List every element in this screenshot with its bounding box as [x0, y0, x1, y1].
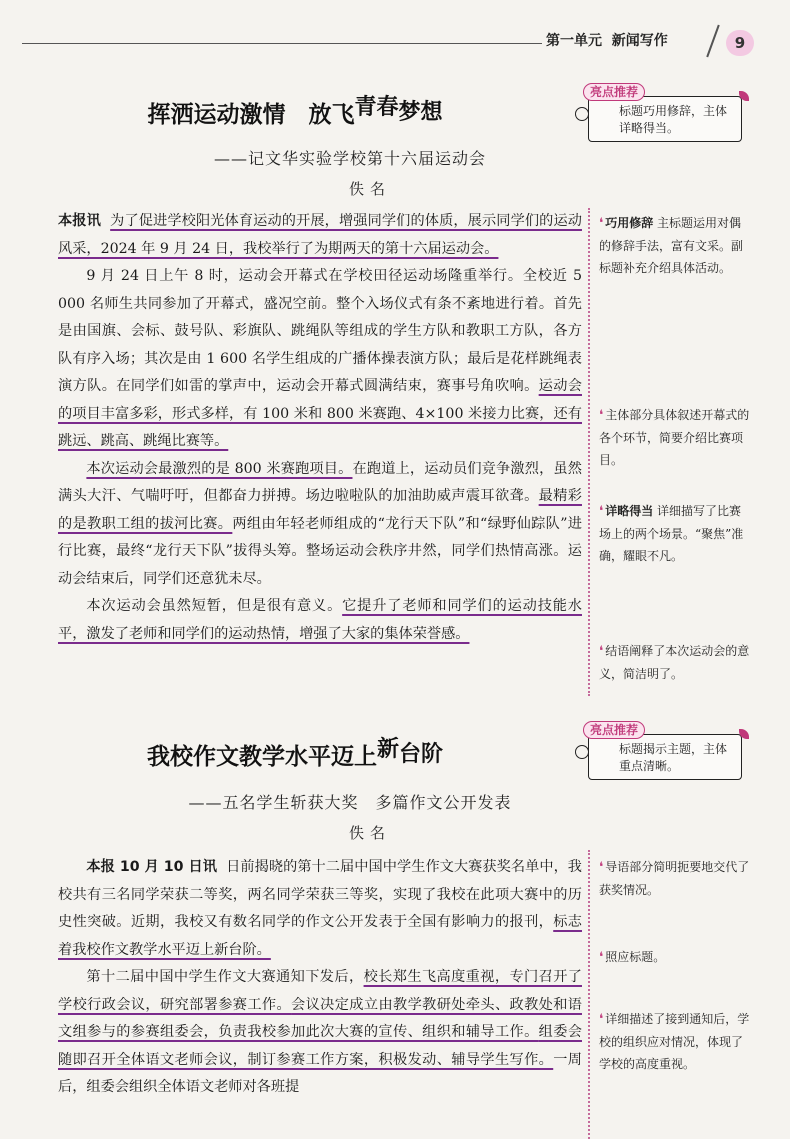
article1-title-main: 挥洒运动激情 放飞 — [147, 102, 355, 128]
side-note-text: 导语部分简明扼要地交代了获奖情况。 — [599, 860, 750, 897]
article1-side-note-4 — [599, 640, 751, 685]
lead-label: 本报 10 月 10 日讯 — [86, 859, 218, 875]
article1-title-art-1: 青春 — [354, 94, 399, 120]
header-slash-decoration — [706, 25, 720, 58]
side-note-text: 主标题运用对偶的修辞手法，富有文采。副标题补充介绍具体活动。 — [599, 216, 744, 275]
header-rule — [22, 43, 542, 44]
article1-paragraph-1 — [58, 208, 582, 263]
article1-paragraph-3 — [58, 456, 582, 594]
highlight-tag: 亮点推荐 — [583, 83, 645, 101]
article2-paragraph-2 — [58, 964, 582, 1102]
article2-side-note-1 — [599, 856, 751, 901]
highlight-tag: 亮点推荐 — [583, 721, 645, 739]
article1-side-note-1 — [599, 212, 751, 279]
page-number: 9 — [726, 30, 754, 56]
underlined-text: 为了促进学校阳光体育运动的开展，增强同学们的体质，展示同学们的运动风采，2024 年 9 月 24 日，我校举行了为期两天的第十六届运动会。 — [58, 213, 582, 257]
article2-title-main: 我校作文教学水平迈上 — [146, 744, 377, 770]
note-hook-icon — [575, 745, 589, 759]
side-note-text: 主体部分具体叙述开幕式的各个环节，简要介绍比赛项目。 — [599, 408, 750, 467]
article1-author: 佚名 — [348, 180, 391, 198]
side-note-text: 结语阐释了本次运动会的意义，简洁明了。 — [599, 644, 750, 681]
annotation-mark-icon: ❛ — [599, 1012, 604, 1027]
article1-title-art-2: 梦想 — [398, 99, 443, 125]
underlined-text: 会议决定成立由教学教研处牵头、政教处和语文组参与的参赛组委会，负责我校参加此次大赛的宣传、组织和辅导工作。 — [58, 996, 582, 1040]
article2-body — [58, 854, 582, 1102]
margin-separator — [588, 850, 590, 1139]
side-note-label: 巧用修辞 — [605, 216, 654, 230]
article1-side-note-2 — [599, 404, 751, 471]
paragraph-text: 第十二届中国中学生作文大赛通知下发后， — [86, 969, 364, 985]
article1-subtitle: ——记文华实验学校第十六届运动会 — [213, 149, 486, 168]
paragraph-text: 日前揭晓的第十二届中国中学生作文大赛获奖名单中，我校共有三名同学荣获二等奖，两名同学荣获三等奖，实现了我校在此项大赛中的历史性突破。近期，我校又有数名同学的作文公开发表于全国有影响力的报刊， — [58, 859, 582, 930]
article2-side-note-3 — [599, 1008, 751, 1075]
highlight-text: 标题巧用修辞，主体详略得当。 — [619, 104, 728, 135]
highlight-text: 标题揭示主题，主体重点清晰。 — [619, 742, 728, 773]
underlined-text: 最精彩的是教职工组的拔河比赛。 — [58, 488, 582, 532]
article1-paragraph-2 — [58, 263, 582, 456]
side-note-text: 详细描述了接到通知后，学校的组织应对情况，体现了学校的高度重视。 — [599, 1012, 750, 1071]
margin-separator — [588, 208, 590, 696]
underlined-text: 它提升了老师和同学们的运动技能水平，激发了老师和同学们的运动热情，增强了大家的集体荣誉感。 — [58, 598, 582, 642]
paragraph-text: 本次运动会虽然短暂，但是很有意义。 — [86, 598, 343, 614]
article1-body — [58, 208, 582, 648]
lead-label: 本报讯 — [58, 213, 101, 229]
paragraph-text: 9 月 24 日上午 8 时，运动会开幕式在学校田径运动场隆重举行。全校近 5 000 名师生共同参加了开幕式，盛况空前。整个入场仪式有条不紊地进行着。首先是由国旗、会标、鼓号队、彩旗队、跳绳队等组成的学生方队和教职工方队，各方队有序入场；其次是由 1 600 名学生组成的广播体操表演方队；最后是花样跳绳表演方队。在同学们如雷的掌声中，运动会开幕式圆满结束，赛事号角吹响。 — [58, 268, 582, 394]
underlined-text: 组委会随即召开全体语文老师会议，制订参赛工作方案，积极发动、辅导学生写作。 — [58, 1024, 582, 1068]
annotation-mark-icon: ❛ — [599, 644, 604, 659]
article1-side-note-3 — [599, 500, 751, 567]
side-note-text: 照应标题。 — [605, 950, 666, 964]
annotation-mark-icon: ❛ — [599, 216, 604, 231]
running-header — [546, 30, 668, 50]
article2-title-art-2: 台阶 — [399, 741, 444, 767]
side-note-text: 详细描写了比赛场上的两个场景。“聚焦”准确，耀眼不凡。 — [599, 504, 744, 563]
underlined-text: 标志着我校作文教学水平迈上新台阶。 — [58, 914, 582, 958]
annotation-mark-icon: ❛ — [599, 950, 604, 965]
article2-subtitle: ——五名学生斩获大奖 多篇作文公开发表 — [188, 793, 512, 812]
side-note-label: 详略得当 — [605, 504, 654, 518]
paragraph-text: 在跑道上，运动员们竞争激烈，虽然满头大汗、气喘吁吁，但都奋力拼搏。场边啦啦队的加油助威声震耳欲聋。 — [58, 460, 582, 504]
article1-paragraph-4 — [58, 593, 582, 648]
article2-author: 佚名 — [348, 824, 391, 842]
leaf-icon — [739, 729, 749, 739]
underlined-text: 校长郑生飞高度重视，专门召开了学校行政会议，研究部署参赛工作。 — [58, 969, 582, 1013]
article2-title-art-1: 新 — [376, 736, 399, 762]
article1-highlight-note — [588, 85, 742, 142]
underlined-text: 本次运动会最激烈的是 800 米赛跑项目。 — [86, 460, 353, 477]
paragraph-text: 一周后，组委会组织全体语文老师对各班提 — [58, 1051, 582, 1095]
article2-paragraph-1 — [58, 854, 582, 964]
paragraph-text: 两组由年轻老师组成的“龙行天下队”和“绿野仙踪队”进行比赛，最终“龙行天下队”拔得头筹。整场运动会秩序井然，同学们热情高涨。运动会结束后，同学们还意犹未尽。 — [58, 515, 582, 587]
article2-highlight-note — [588, 723, 742, 780]
annotation-mark-icon: ❛ — [599, 408, 604, 423]
annotation-mark-icon: ❛ — [599, 860, 604, 875]
note-hook-icon — [575, 107, 589, 121]
article2-side-note-2 — [599, 946, 751, 969]
leaf-icon — [739, 91, 749, 101]
article2-title — [0, 738, 590, 771]
article1-title — [0, 96, 590, 129]
underlined-text: 运动会的项目丰富多彩，形式多样，有 100 米和 800 米赛跑、4×100 米接力比赛，还有跳远、跳高、跳绳比赛等。 — [58, 378, 582, 449]
annotation-mark-icon: ❛ — [599, 504, 604, 519]
unit-label: 第一单元 — [546, 33, 602, 49]
section-label: 新闻写作 — [611, 33, 668, 49]
